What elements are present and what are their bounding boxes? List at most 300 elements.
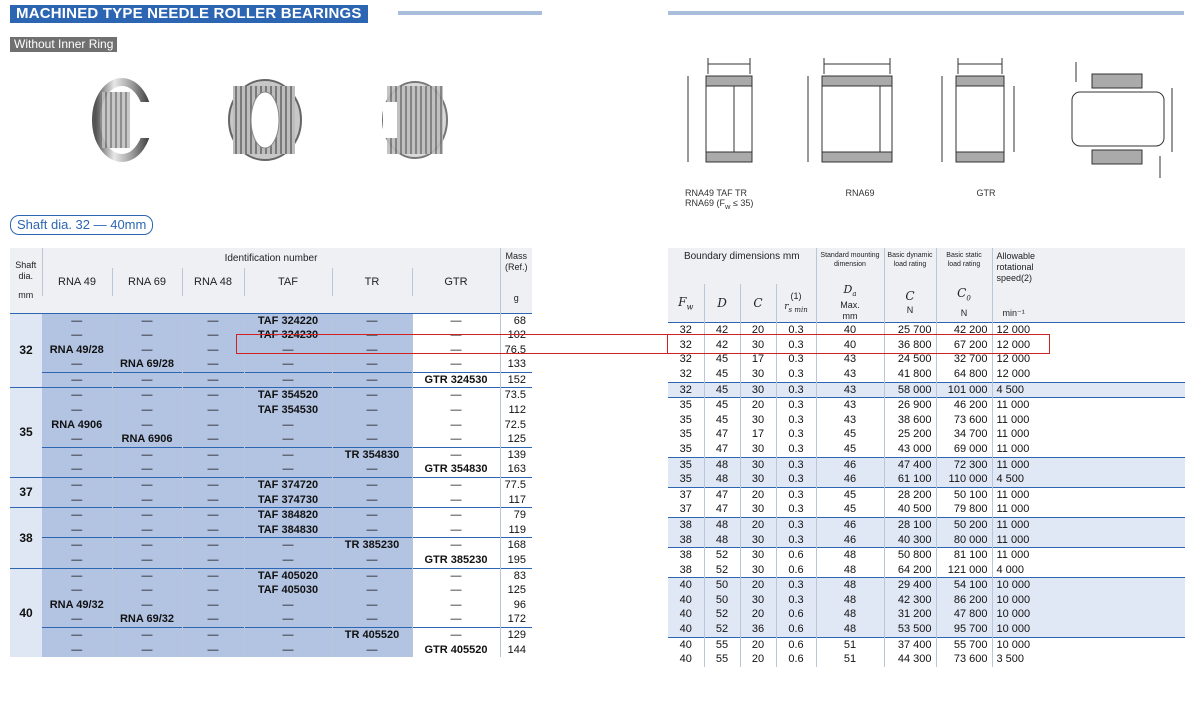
dimension-cell: 32 xyxy=(679,367,692,380)
mass-cell: 112 xyxy=(500,403,532,418)
dimension-cell: 73 600 xyxy=(936,652,992,667)
col-header-2: RNA 48 xyxy=(182,268,244,296)
ident-cell: — xyxy=(42,432,112,447)
dimension-cell: 40 xyxy=(679,623,692,636)
dimension-cell: 17 xyxy=(740,427,776,442)
ident-row xyxy=(10,627,532,642)
ident-cell: — xyxy=(332,478,412,493)
identification-table xyxy=(10,248,532,657)
dimension-cell: 11 000 xyxy=(992,487,1052,502)
dimension-cell: 48 xyxy=(816,607,884,622)
dimension-cell: 55 xyxy=(704,637,740,652)
dimension-cell: 20 xyxy=(740,578,776,593)
speed-unit-header: min⁻¹ xyxy=(992,284,1052,323)
ident-cell: — xyxy=(42,553,112,568)
ident-cell: — xyxy=(244,643,332,658)
dimension-cell: 11 000 xyxy=(992,533,1052,548)
dimension-cell: 30 xyxy=(740,367,776,382)
highlight-row-box-left xyxy=(236,334,668,354)
ident-cell: — xyxy=(244,418,332,433)
ident-cell: — xyxy=(412,403,500,418)
mass-cell: 152 xyxy=(500,372,532,388)
ident-cell: — xyxy=(412,313,500,328)
dyn-sym-header: C N xyxy=(884,284,936,323)
ident-cell: — xyxy=(42,508,112,523)
ident-cell: — xyxy=(182,508,244,523)
shaft-dia-cell: 38 xyxy=(10,508,42,568)
dimension-cell: 0.3 xyxy=(776,533,816,548)
dimension-cell: 30 xyxy=(740,457,776,472)
D-header: D xyxy=(704,284,740,323)
ident-cell: — xyxy=(332,598,412,613)
mass-cell: 133 xyxy=(500,357,532,372)
ident-cell: — xyxy=(42,313,112,328)
ident-cell: — xyxy=(182,553,244,568)
C-header: C xyxy=(740,284,776,323)
dimension-row xyxy=(668,533,1185,548)
ident-cell: — xyxy=(42,627,112,642)
dimension-cell: 52 xyxy=(704,563,740,578)
dimension-cell: 32 xyxy=(679,353,692,366)
row-pad xyxy=(1052,637,1185,652)
dimension-cell: 47 800 xyxy=(936,607,992,622)
dimension-row xyxy=(668,367,1185,382)
ident-cell: RNA 49/28 xyxy=(42,343,112,358)
dimension-cell: 43 xyxy=(816,398,884,413)
row-pad xyxy=(1052,323,1185,338)
ident-cell: TR 354830 xyxy=(332,447,412,462)
dimension-cell: 45 xyxy=(704,382,740,398)
ident-cell: — xyxy=(42,447,112,462)
col-header-5: GTR xyxy=(412,268,500,296)
std-mount-header: Standard mounting dimension xyxy=(816,248,884,284)
row-pad xyxy=(1052,607,1185,622)
ident-cell: — xyxy=(112,627,182,642)
ident-row xyxy=(10,612,532,627)
ident-cell: — xyxy=(112,508,182,523)
dimension-row xyxy=(668,622,1185,637)
ident-row xyxy=(10,313,532,328)
row-pad xyxy=(1052,367,1185,382)
ident-cell: — xyxy=(412,568,500,583)
ident-cell: — xyxy=(182,313,244,328)
ident-cell: — xyxy=(112,538,182,553)
mass-cell: 144 xyxy=(500,643,532,658)
dimension-cell: 10 000 xyxy=(992,593,1052,608)
ident-cell: — xyxy=(42,478,112,493)
ident-cell: — xyxy=(332,328,412,343)
dimension-cell: 50 xyxy=(704,593,740,608)
dimension-cell: 32 700 xyxy=(936,352,992,367)
dimension-cell: 47 xyxy=(704,502,740,517)
dimension-cell: 50 xyxy=(704,578,740,593)
dimension-cell: 37 xyxy=(668,487,704,502)
ident-cell: — xyxy=(42,643,112,658)
ident-row xyxy=(10,553,532,568)
dimension-cell: 40 xyxy=(679,608,692,621)
dimension-cell: 45 xyxy=(704,352,740,367)
diagram-label-3: GTR xyxy=(976,188,996,198)
ident-cell: — xyxy=(182,357,244,372)
dimension-cell: 4 500 xyxy=(992,382,1052,398)
ident-cell: RNA 4906 xyxy=(42,418,112,433)
row-pad xyxy=(1052,652,1185,667)
mass-cell: 76.5 xyxy=(500,343,532,358)
dimension-cell: 20 xyxy=(740,637,776,652)
ident-row xyxy=(10,388,532,403)
ident-cell: — xyxy=(412,523,500,538)
ident-cell: — xyxy=(412,447,500,462)
ident-cell: — xyxy=(244,553,332,568)
dimension-cell: 42 xyxy=(704,338,740,353)
dynamic-load-header: Basic dynamic load rating xyxy=(884,248,936,284)
row-pad xyxy=(1052,413,1185,428)
dimension-cell: 48 xyxy=(816,548,884,563)
ident-cell: — xyxy=(182,328,244,343)
ident-cell: GTR 354830 xyxy=(412,462,500,477)
dimension-cell: 48 xyxy=(704,472,740,487)
row-pad xyxy=(1052,472,1185,487)
dimension-cell: 50 100 xyxy=(936,487,992,502)
dimension-cell: 20 xyxy=(740,652,776,667)
ident-row xyxy=(10,538,532,553)
dimension-cell: 47 xyxy=(704,442,740,457)
ident-cell: RNA 69/32 xyxy=(112,612,182,627)
ident-cell: — xyxy=(412,583,500,598)
ident-cell: — xyxy=(112,493,182,508)
ident-row xyxy=(10,447,532,462)
dimension-cell: 48 xyxy=(704,457,740,472)
ident-cell: — xyxy=(42,462,112,477)
col-header-0: RNA 49 xyxy=(42,268,112,296)
dimension-cell: 45 xyxy=(816,427,884,442)
dimension-cell: 48 xyxy=(704,533,740,548)
ident-cell: TAF 324230 xyxy=(244,328,332,343)
bearing-photo-3 xyxy=(383,82,447,158)
dimension-cell: 28 100 xyxy=(884,517,936,532)
dimension-cell: 31 200 xyxy=(884,607,936,622)
ident-cell: — xyxy=(332,508,412,523)
dimension-cell: 43 000 xyxy=(884,442,936,457)
dimension-cell: 40 xyxy=(679,653,692,666)
dimension-cell: 40 xyxy=(816,338,884,353)
dimension-row xyxy=(668,487,1185,502)
dimension-cell: 29 400 xyxy=(884,578,936,593)
dimension-cell: 45 xyxy=(816,487,884,502)
dimension-cell: 0.3 xyxy=(776,472,816,487)
ident-cell: — xyxy=(112,568,182,583)
ident-cell: — xyxy=(182,462,244,477)
dimension-cell: 11 000 xyxy=(992,517,1052,532)
row-pad xyxy=(1052,578,1185,593)
ident-cell: — xyxy=(332,523,412,538)
dimension-cell: 48 xyxy=(816,622,884,637)
mass-cell: 77.5 xyxy=(500,478,532,493)
mass-cell: 125 xyxy=(500,583,532,598)
dimension-cell: 52 xyxy=(704,622,740,637)
dimension-cell: 34 700 xyxy=(936,427,992,442)
dimension-cell: 52 xyxy=(704,548,740,563)
ident-cell: — xyxy=(42,583,112,598)
dimension-cell: 67 200 xyxy=(936,338,992,353)
ident-cell: — xyxy=(182,627,244,642)
ident-cell: — xyxy=(244,538,332,553)
ident-row xyxy=(10,598,532,613)
ident-row xyxy=(10,478,532,493)
ident-header: Identification number xyxy=(42,248,500,268)
dimension-cell: 30 xyxy=(740,533,776,548)
ident-cell: — xyxy=(112,372,182,388)
dimension-row xyxy=(668,427,1185,442)
ident-cell: TAF 405030 xyxy=(244,583,332,598)
ident-cell: — xyxy=(182,598,244,613)
dimension-cell: 12 000 xyxy=(992,323,1052,338)
ident-cell: — xyxy=(244,343,332,358)
ident-cell: — xyxy=(244,462,332,477)
ident-cell: — xyxy=(332,388,412,403)
dimension-cell: 81 100 xyxy=(936,548,992,563)
da-header: $D_a$ Max. mm xyxy=(816,284,884,323)
ident-cell: — xyxy=(112,523,182,538)
row-pad xyxy=(1052,487,1185,502)
dimension-cell: 43 xyxy=(816,352,884,367)
ident-cell: — xyxy=(182,523,244,538)
ident-cell: — xyxy=(412,493,500,508)
ident-row xyxy=(10,568,532,583)
dimension-cell: 42 300 xyxy=(884,593,936,608)
dimension-cell: 12 000 xyxy=(992,338,1052,353)
dimension-cell: 47 xyxy=(704,427,740,442)
dimension-cell: 0.3 xyxy=(776,323,816,338)
row-pad xyxy=(1052,338,1185,353)
dimension-cell: 0.3 xyxy=(776,382,816,398)
dimension-cell: 4 000 xyxy=(992,563,1052,578)
ident-cell: — xyxy=(412,357,500,372)
dimension-cell: 0.3 xyxy=(776,517,816,532)
dimension-cell: 0.3 xyxy=(776,338,816,353)
dimension-cell: 17 xyxy=(740,352,776,367)
dimension-cell: 30 xyxy=(740,413,776,428)
stat-sym-header: $C_0$ N xyxy=(936,284,992,323)
ident-cell: — xyxy=(332,493,412,508)
ident-row xyxy=(10,508,532,523)
dimension-cell: 0.3 xyxy=(776,398,816,413)
dimension-cell: 38 xyxy=(679,533,692,546)
ident-cell: — xyxy=(182,372,244,388)
dimension-cell: 11 000 xyxy=(992,398,1052,413)
ident-cell: — xyxy=(182,418,244,433)
ident-cell: — xyxy=(244,357,332,372)
dimension-cell: 32 xyxy=(679,338,692,351)
ident-cell: — xyxy=(112,403,182,418)
dimension-cell: 12 000 xyxy=(992,352,1052,367)
dimension-cell: 73 600 xyxy=(936,413,992,428)
dimension-cell: 20 xyxy=(740,398,776,413)
dimension-cell: 0.3 xyxy=(776,442,816,457)
row-pad xyxy=(1052,593,1185,608)
ident-cell: TAF 374730 xyxy=(244,493,332,508)
dimension-row xyxy=(668,457,1185,472)
ident-cell: — xyxy=(332,553,412,568)
dimension-cell: 54 100 xyxy=(936,578,992,593)
dimension-cell: 20 xyxy=(740,323,776,338)
ident-cell: — xyxy=(182,538,244,553)
dimension-cell: 35 xyxy=(679,473,692,486)
ident-cell: — xyxy=(332,643,412,658)
ident-cell: — xyxy=(182,568,244,583)
ident-cell: GTR 405520 xyxy=(412,643,500,658)
shaft-dia-cell: 35 xyxy=(10,388,42,478)
dimension-row xyxy=(668,652,1185,667)
mass-cell: 73.5 xyxy=(500,388,532,403)
ident-cell: — xyxy=(412,627,500,642)
row-pad xyxy=(1052,352,1185,367)
mass-cell: 96 xyxy=(500,598,532,613)
ident-cell: — xyxy=(182,403,244,418)
ident-cell: — xyxy=(42,493,112,508)
col-header-3: TAF xyxy=(244,268,332,296)
shaft-dia-cell: 37 xyxy=(10,478,42,508)
ident-cell: TAF 405020 xyxy=(244,568,332,583)
dimension-cell: 40 xyxy=(668,578,704,593)
dimension-cell: 53 500 xyxy=(884,622,936,637)
dimension-cell: 50 200 xyxy=(936,517,992,532)
dimension-row xyxy=(668,472,1185,487)
dimension-cell: 20 xyxy=(740,607,776,622)
dimension-cell: 11 000 xyxy=(992,457,1052,472)
mass-header: Mass (Ref.) g xyxy=(500,248,532,313)
dimension-cell: 3 500 xyxy=(992,652,1052,667)
dimension-cell: 25 700 xyxy=(884,323,936,338)
ident-cell: — xyxy=(112,583,182,598)
row-pad xyxy=(1052,533,1185,548)
dimension-row xyxy=(668,352,1185,367)
ident-cell: TAF 354520 xyxy=(244,388,332,403)
ident-cell: — xyxy=(112,418,182,433)
bearing-photo-2 xyxy=(229,80,301,160)
ident-cell: — xyxy=(412,508,500,523)
dimension-cell: 30 xyxy=(740,338,776,353)
ident-cell: — xyxy=(112,388,182,403)
mass-cell: 79 xyxy=(500,508,532,523)
row-pad xyxy=(1052,382,1185,398)
dimension-cell: 0.6 xyxy=(776,637,816,652)
dimension-row xyxy=(668,563,1185,578)
ident-cell: — xyxy=(42,612,112,627)
dimension-cell: 12 000 xyxy=(992,367,1052,382)
dimension-cell: 11 000 xyxy=(992,548,1052,563)
ident-cell: — xyxy=(244,627,332,642)
ident-row xyxy=(10,357,532,372)
dimension-row xyxy=(668,517,1185,532)
dimension-cell: 38 xyxy=(679,563,692,576)
dimension-cell: 46 xyxy=(816,457,884,472)
ident-cell: — xyxy=(112,447,182,462)
ident-row xyxy=(10,432,532,447)
mass-cell: 195 xyxy=(500,553,532,568)
dimension-cell: 0.6 xyxy=(776,652,816,667)
dimension-cell: 101 000 xyxy=(936,382,992,398)
ident-cell: — xyxy=(112,313,182,328)
dimension-cell: 40 xyxy=(668,637,704,652)
dimension-cell: 20 xyxy=(740,487,776,502)
ident-cell: — xyxy=(42,403,112,418)
dimension-cell: 86 200 xyxy=(936,593,992,608)
dimension-cell: 10 000 xyxy=(992,637,1052,652)
dimension-row xyxy=(668,413,1185,428)
ident-cell: — xyxy=(412,343,500,358)
dimension-cell: 52 xyxy=(704,607,740,622)
dimension-cell: 0.6 xyxy=(776,622,816,637)
row-pad xyxy=(1052,563,1185,578)
dimension-cell: 50 800 xyxy=(884,548,936,563)
dimension-cell: 35 xyxy=(668,398,704,413)
row-pad xyxy=(1052,517,1185,532)
dimension-cell: 110 000 xyxy=(936,472,992,487)
ident-cell: — xyxy=(412,598,500,613)
dimension-cell: 41 800 xyxy=(884,367,936,382)
dimension-cell: 0.3 xyxy=(776,502,816,517)
ident-cell: — xyxy=(332,343,412,358)
dimension-cell: 25 200 xyxy=(884,427,936,442)
row-pad xyxy=(1052,427,1185,442)
ident-cell: TAF 324220 xyxy=(244,313,332,328)
dimension-cell: 0.3 xyxy=(776,457,816,472)
ident-row xyxy=(10,493,532,508)
ident-cell: — xyxy=(332,403,412,418)
dimension-cell: 30 xyxy=(740,382,776,398)
ident-cell: — xyxy=(244,432,332,447)
dimension-cell: 30 xyxy=(740,548,776,563)
dimension-cell: 35 xyxy=(679,428,692,441)
dimension-cell: 36 xyxy=(740,622,776,637)
dimension-cell: 44 300 xyxy=(884,652,936,667)
ident-cell: — xyxy=(412,612,500,627)
dimension-cell: 55 xyxy=(704,652,740,667)
dimension-cell: 0.3 xyxy=(776,593,816,608)
ident-cell: — xyxy=(42,523,112,538)
page-title: MACHINED TYPE NEEDLE ROLLER BEARINGS xyxy=(10,5,368,23)
ident-cell: — xyxy=(412,328,500,343)
dimension-cell: 20 xyxy=(740,517,776,532)
dimension-cell: 72 300 xyxy=(936,457,992,472)
mass-cell: 172 xyxy=(500,612,532,627)
row-pad xyxy=(1052,502,1185,517)
dimension-cell: 36 800 xyxy=(884,338,936,353)
boundary-header: Boundary dimensions mm xyxy=(668,248,816,284)
dimension-cell: 79 800 xyxy=(936,502,992,517)
ident-cell: — xyxy=(332,568,412,583)
ident-cell: — xyxy=(412,478,500,493)
shaft-dia-cell: 32 xyxy=(10,313,42,388)
dimension-cell: 45 xyxy=(704,398,740,413)
ident-row xyxy=(10,583,532,598)
ident-cell: — xyxy=(42,357,112,372)
row-pad xyxy=(1052,398,1185,413)
ident-cell: TAF 384820 xyxy=(244,508,332,523)
ident-cell: — xyxy=(332,372,412,388)
ident-cell: TAF 384830 xyxy=(244,523,332,538)
title-rule-left xyxy=(398,11,542,15)
ident-cell: RNA 49/32 xyxy=(42,598,112,613)
dimension-cell: 37 400 xyxy=(884,637,936,652)
dimension-cell: 64 200 xyxy=(884,563,936,578)
dimension-cell: 0.6 xyxy=(776,607,816,622)
ident-cell: — xyxy=(412,418,500,433)
title-rule-right xyxy=(668,11,1184,15)
dimension-cell: 0.3 xyxy=(776,413,816,428)
dimension-cell: 4 500 xyxy=(992,472,1052,487)
